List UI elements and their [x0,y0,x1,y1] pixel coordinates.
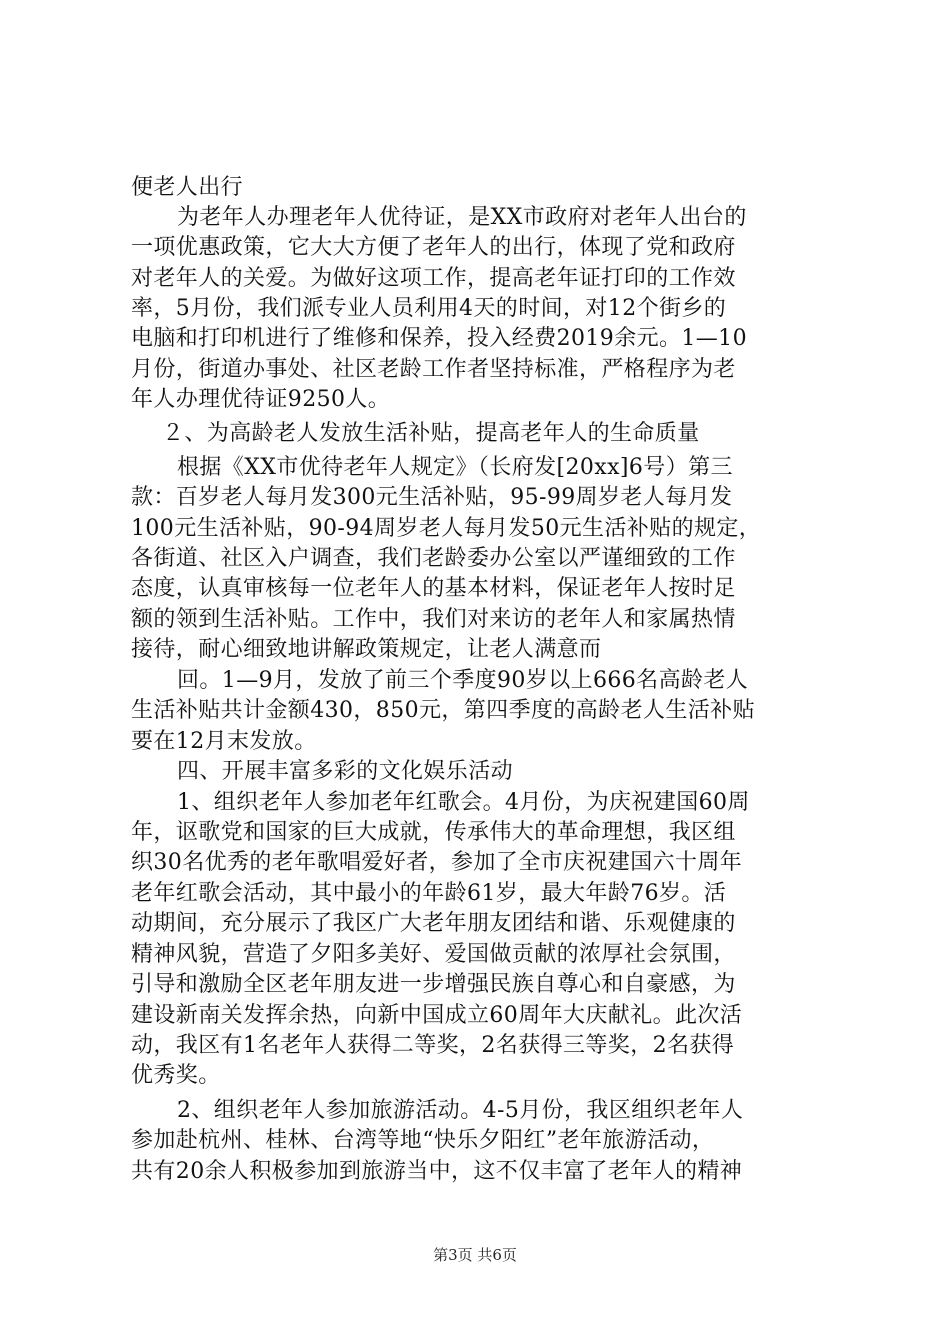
text-line: 优秀奖。 [131,1063,221,1088]
text-line: 织30名优秀的老年歌唱爱好者，参加了全市庆祝建国六十周年 [131,850,743,875]
text-line: 态度，认真审核每一位老年人的基本材料，保证老年人按时足 [131,576,736,601]
text-line: 引导和激励全区老年朋友进一步增强民族自尊心和自豪感，为 [131,972,736,997]
text-line: 要在12月末发放。 [131,729,317,754]
text-line: 动期间，充分展示了我区广大老年朋友团结和谐、乐观健康的 [131,911,736,936]
text-line: 一项优惠政策，它大大方便了老年人的出行，体现了党和政府 [131,235,736,260]
text-line: 根据《XX市优待老年人规定》（长府发[20xx]6号）第三 [177,455,733,480]
text-line: 款：百岁老人每月发300元生活补贴，95-99周岁老人每月发 [131,485,733,510]
page-number: 第3页 共6页 [433,1246,517,1264]
text-line: 率，5月份，我们派专业人员利用4天的时间，对12个街乡的 [131,296,727,321]
text-line: 电脑和打印机进行了维修和保养，投入经费2019余元。1—10 [131,326,747,351]
section-heading: ２、为高龄老人发放生活补贴，提高老年人的生命质量 [162,421,700,446]
section-heading: 四、开展丰富多彩的文化娱乐活动 [177,759,514,784]
text-line: 各街道、社区入户调查，我们老龄委办公室以严谨细致的工作 [131,546,736,571]
text-line: 100元生活补贴，90-94周岁老人每月发50元生活补贴的规定， [131,516,762,541]
text-line: 参加赴杭州、桂林、台湾等地“快乐夕阳红”老年旅游活动， [131,1128,715,1153]
text-line: 生活补贴共计金额430，850元，第四季度的高龄老人生活补贴 [131,698,755,723]
text-line: 共有20余人积极参加到旅游当中，这不仅丰富了老年人的精神 [131,1159,743,1184]
text-line: 为老年人办理老年人优待证，是XX市政府对老年人出台的 [177,205,747,230]
text-line: 年人办理优待证9250人。 [131,387,391,412]
text-line: 1、组织老年人参加老年红歌会。4月份，为庆祝建国60周 [177,790,750,815]
text-line: 额的领到生活补贴。工作中，我们对来访的老年人和家属热情 [131,607,736,632]
text-line: 精神风貌，营造了夕阳多美好、爱国做贡献的浓厚社会氛围， [131,942,736,967]
text-line: 接待，耐心细致地讲解政策规定，让老人满意而 [131,637,602,662]
text-line: 回。1—9月，发放了前三个季度90岁以上666名高龄老人 [177,668,749,693]
text-line: 老年红歌会活动，其中最小的年龄61岁，最大年龄76岁。活 [131,881,727,906]
text-line: 年，讴歌党和国家的巨大成就，传承伟大的革命理想，我区组 [131,820,736,845]
text-line: 建设新南关发挥余热，向新中国成立60周年大庆献礼。此次活 [131,1003,743,1028]
text-line: 2、组织老年人参加旅游活动。4-5月份，我区组织老年人 [177,1098,744,1123]
text-line: 月份，街道办事处、社区老龄工作者坚持标准，严格程序为老 [131,357,736,382]
text-line: 对老年人的关爱。为做好这项工作，提高老年证打印的工作效 [131,266,736,291]
text-line: 便老人出行 [131,175,244,200]
text-line: 动，我区有1名老年人获得二等奖，2名获得三等奖，2名获得 [131,1033,735,1058]
